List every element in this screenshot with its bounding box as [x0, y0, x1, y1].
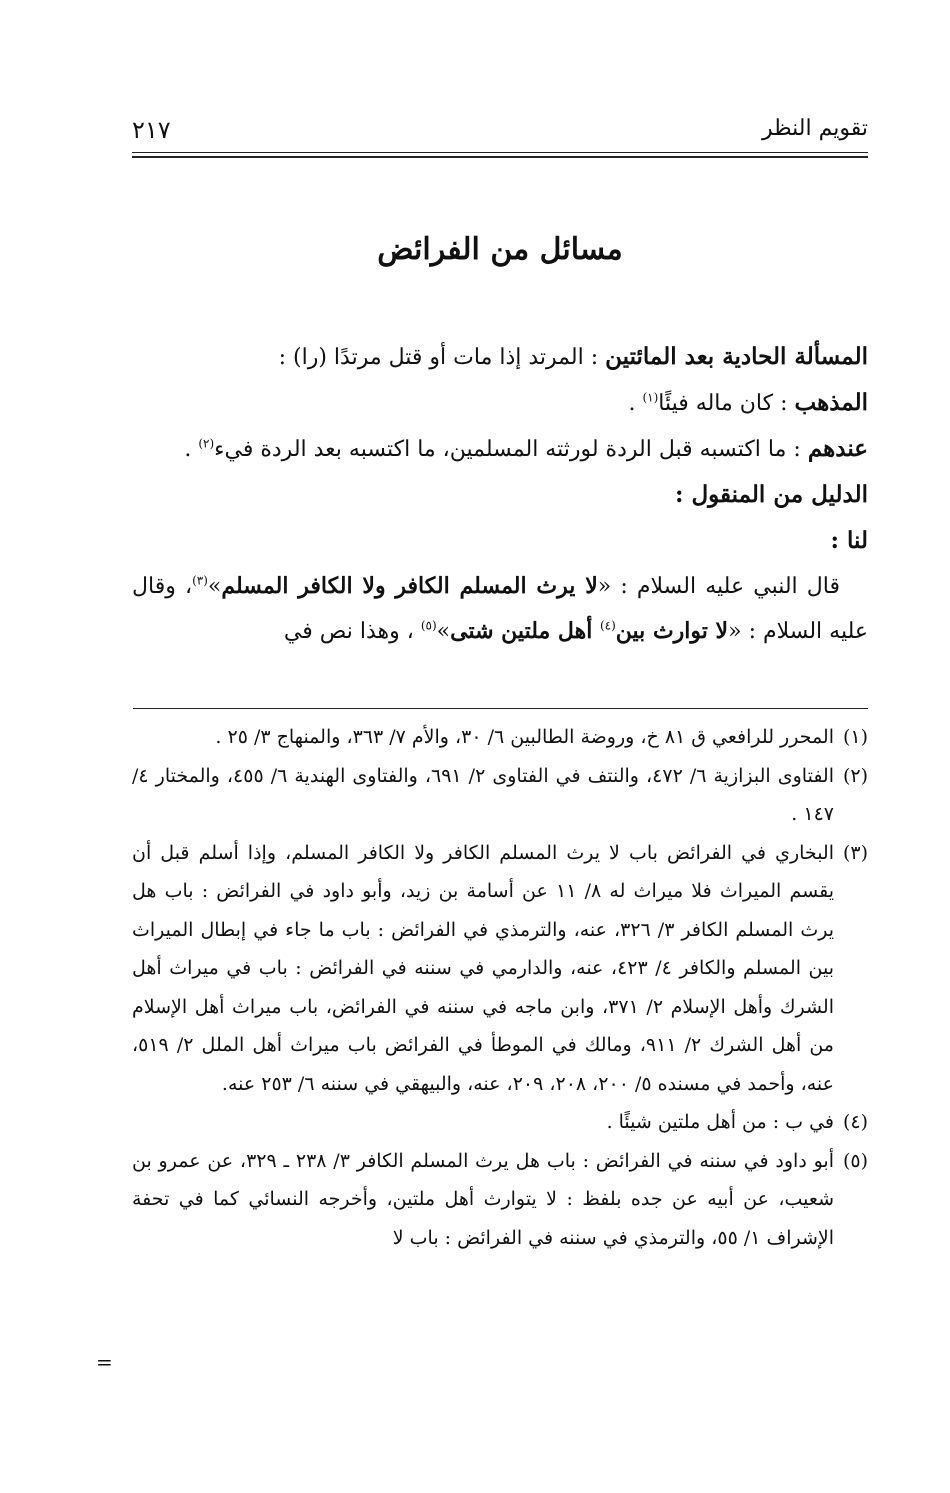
hadith-1-close: »: [207, 574, 222, 599]
madhhab-text: : كان ماله فيئًا: [658, 391, 788, 416]
footnote-ref: (١): [642, 390, 659, 405]
header-rule-thick: [132, 156, 868, 158]
hadith-paragraph: [132, 564, 868, 654]
page-number: ٢١٧: [132, 116, 171, 144]
footnote-item: [132, 757, 868, 834]
footnote-separator: [133, 708, 868, 709]
hadith-1: لا يرث المسلم الكافر ولا الكافر المسلم: [221, 573, 598, 599]
issue-line: [132, 334, 868, 380]
hadith-2a: لا توارث بين: [615, 618, 729, 644]
footnote-number: (٣): [842, 841, 868, 864]
footnote-item: [132, 718, 868, 757]
indahum-line: [132, 426, 868, 472]
running-header: [132, 116, 868, 156]
footnote-ref: (٣): [192, 573, 208, 588]
issue-lead: المسألة الحادية بعد المائتين: [605, 343, 868, 370]
main-text: [132, 334, 868, 654]
footnote-number: (٤): [842, 1111, 868, 1133]
indahum-end: .: [184, 437, 199, 462]
footnote-text: أبو داود في سننه في الفرائض : باب هل يرث المسلم الكافر ٣/ ٢٣٨ ـ ٣٢٩، عن عمرو بن شعيب، عن أبيه عن جده بلفظ : لا يتوارث أهل ملتين، وأخرجه النسائي كما في تحفة الإشراف ١/ ٥٥، والترمذي في سننه في الفرائض : باب لا: [132, 1149, 834, 1249]
evidence-heading: [132, 472, 868, 518]
header-rule: [132, 152, 868, 153]
evidence-heading-text: الدليل من المنقول :: [674, 481, 868, 508]
hadith-2-close: »: [436, 619, 451, 644]
footnote-number: (٢): [842, 764, 868, 787]
lana-heading-text: لنا :: [830, 527, 868, 554]
para-start: قال النبي عليه السلام : «: [597, 574, 841, 599]
footnote-ref: (٤): [599, 618, 616, 633]
footnote-text: في ب : من أهل ملتين شيئًا .: [606, 1111, 834, 1133]
footnote-item: [132, 1103, 868, 1142]
indahum-text: : ما اكتسبه قبل الردة لورثته المسلمين، ما اكتسبه بعد الردة فيء: [214, 437, 801, 462]
footnote-item: [132, 834, 868, 1104]
madhhab-line: [132, 380, 868, 426]
madhhab-lead: المذهب: [794, 389, 868, 416]
footnote-text: الفتاوى البزازية ٦/ ٤٧٢، والنتف في الفتاوى ٢/ ٦٩١، والفتاوى الهندية ٦/ ٤٥٥، والمختار ٤/ ١٤٧ .: [132, 764, 834, 825]
hadith-2b: أهل ملتين شتى: [450, 618, 600, 644]
footnote-ref: (٥): [420, 618, 437, 633]
issue-text: : المرتد إذا مات أو قتل مرتدًا (را) :: [278, 345, 599, 370]
footnote-number: (١): [842, 726, 868, 748]
footnotes: [132, 718, 868, 1257]
indahum-lead: عندهم: [807, 435, 868, 462]
footnote-text: المحرر للرافعي ق ٨١ خ، وروضة الطالبين ٦/ ٣٠، والأم ٧/ ٣٦٣، والمنهاج ٣/ ٢٥ .: [215, 726, 834, 748]
footnote-number: (٥): [842, 1149, 868, 1172]
footnote-item: [132, 1142, 868, 1258]
chapter-title: مسائل من الفرائض: [377, 232, 623, 267]
continuation-mark: =: [96, 1350, 113, 1374]
madhhab-end: .: [628, 391, 643, 416]
book-title: تقويم النظر: [761, 116, 868, 141]
lana-heading: [132, 518, 868, 564]
para-end: ، وهذا نص في: [283, 619, 421, 644]
para-mid: ، وقال عليه السلام : «: [132, 574, 868, 644]
footnote-ref: (٢): [198, 436, 215, 451]
footnote-text: البخاري في الفرائض باب لا يرث المسلم الكافر ولا الكافر المسلم، وإذا أسلم قبل أن يقسم الميراث فلا ميراث له ٨/ ١١ عن أسامة بن زيد، وأبو داود في الفرائض : باب هل يرث المسلم الكافر ٣/ ٣٢٦، عنه، والترمذي في الفرائض : باب ما جاء في إبطال الميراث بين المسلم والكافر ٤/ ٤٢٣، عنه، والدارمي في سننه في الفرائض : باب في ميراث أهل الشرك وأهل الإسلام ٢/ ٣٧١، وابن ماجه في سننه في الفرائض، باب ميراث أهل الإسلام من أهل الشرك ٢/ ٩١١، ومالك في الموطأ في الفرائض باب ميراث أهل الملل ٢/ ٥١٩، عنه، وأحمد في مسنده ٥/ ٢٠٠، ٢٠٨، ٢٠٩، عنه، والبيهقي في سننه ٦/ ٢٥٣ عنه.: [132, 841, 835, 1095]
